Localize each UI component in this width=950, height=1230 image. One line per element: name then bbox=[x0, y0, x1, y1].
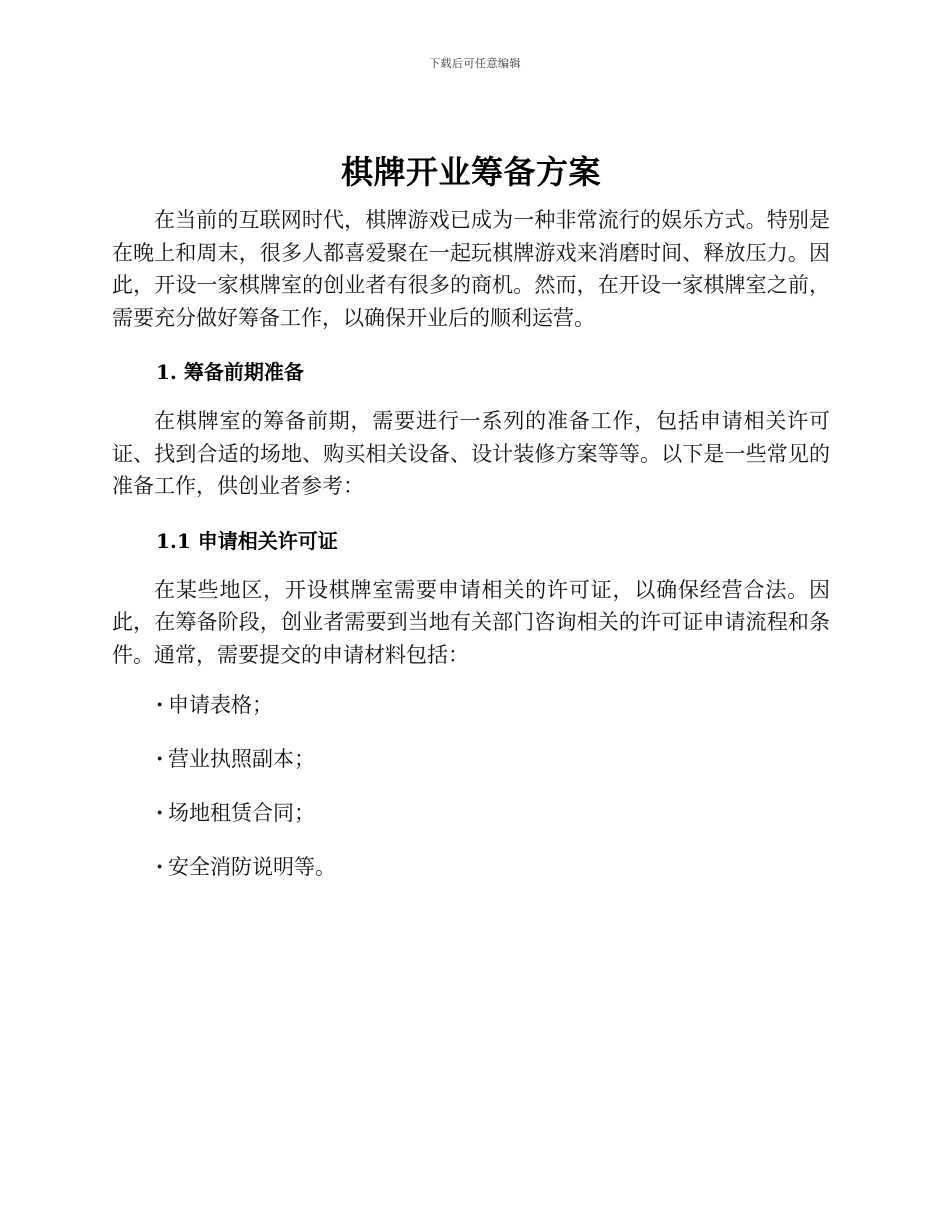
page-header-note: 下载后可任意编辑 bbox=[429, 57, 521, 70]
intro-paragraph: 在当前的互联网时代，棋牌游戏已成为一种非常流行的娱乐方式。特别是在晚上和周末，很多人都喜爱聚在一起玩棋牌游戏来消磨时间、释放压力。因此，开设一家棋牌室的创业者有很多的商机。然而，在开设一家棋牌室之前，需要充分做好筹备工作，以确保开业后的顺利运营。 bbox=[112, 208, 830, 330]
section-heading-license: 1.1 申请相关许可证 bbox=[156, 528, 338, 553]
document-title: 棋牌开业筹备方案 bbox=[340, 153, 601, 191]
bullet-icon: · bbox=[156, 854, 164, 879]
bullet-icon: · bbox=[156, 746, 164, 771]
list-item bbox=[156, 689, 830, 721]
bullet-icon: · bbox=[156, 692, 164, 717]
list-item-text: 申请表格； bbox=[168, 693, 273, 717]
list-item bbox=[156, 743, 830, 775]
list-item bbox=[156, 797, 830, 829]
list-item-text: 场地租赁合同； bbox=[168, 801, 315, 825]
document-body bbox=[112, 146, 830, 905]
license-paragraph: 在某些地区，开设棋牌室需要申请相关的许可证，以确保经营合法。因此，在筹备阶段，创业者需要到当地有关部门咨询相关的许可证申请流程和条件。通常，需要提交的申请材料包括： bbox=[112, 577, 830, 667]
preparation-paragraph: 在棋牌室的筹备前期，需要进行一系列的准备工作，包括申请相关许可证、找到合适的场地、购买相关设备、设计装修方案等等。以下是一些常见的准备工作，供创业者参考： bbox=[112, 409, 830, 498]
materials-list bbox=[156, 689, 830, 883]
list-item-text: 营业执照副本； bbox=[168, 747, 315, 771]
bullet-icon: · bbox=[156, 800, 164, 825]
list-item-text: 安全消防说明等。 bbox=[168, 855, 336, 879]
section-heading-preparation: 1. 筹备前期准备 bbox=[156, 360, 304, 384]
list-item bbox=[156, 851, 830, 883]
